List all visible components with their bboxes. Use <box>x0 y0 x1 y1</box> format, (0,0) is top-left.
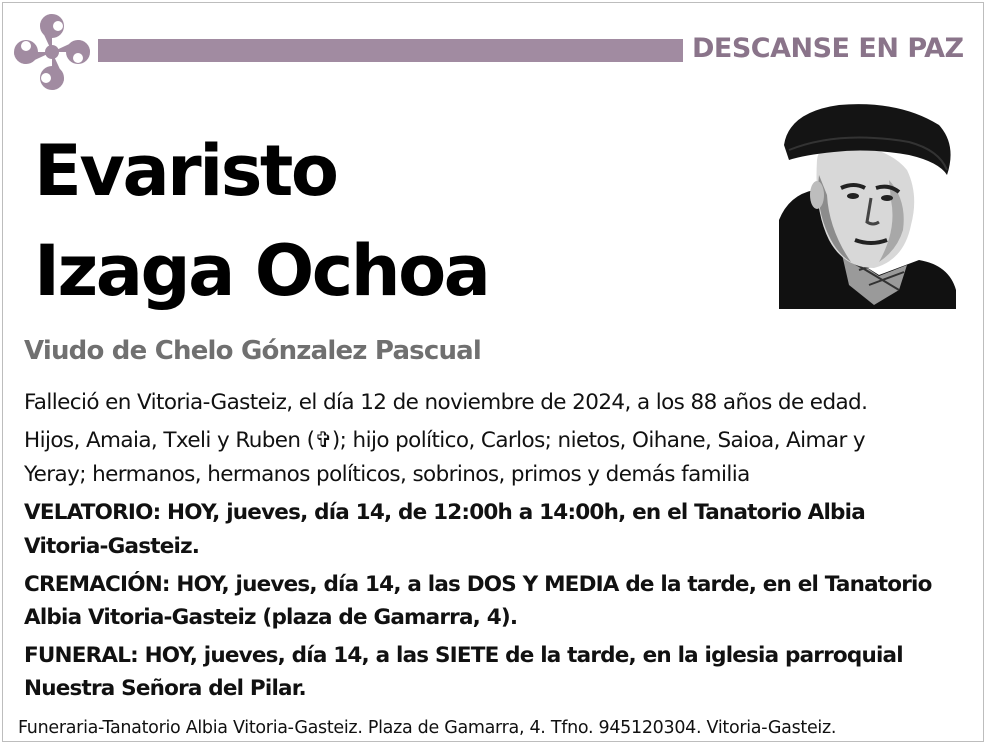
funeral-line-1: FUNERAL: HOY, jueves, día 14, a las SIETE de la tarde, en la iglesia parroquial <box>24 643 903 668</box>
first-name: Evaristo <box>34 130 337 212</box>
header-band <box>98 39 683 62</box>
descanse-label: DESCANSE EN PAZ <box>692 33 964 64</box>
family-text-b: ); hijo político, Carlos; nietos, Oihane, Saioa, Aimar y <box>331 428 866 453</box>
velatorio-line-1: VELATORIO: HOY, jueves, día 14, de 12:00h a 14:00h, en el Tanatorio Albia <box>24 500 865 525</box>
cremacion-line-1: CREMACIÓN: HOY, jueves, día 14, a las DOS Y MEDIA de la tarde, en el Tanatorio <box>24 572 932 597</box>
cremacion-line-2: Albia Vitoria-Gasteiz (plaza de Gamarra, 4). <box>24 605 518 630</box>
velatorio-line-2: Vitoria-Gasteiz. <box>24 534 200 559</box>
family-line-2: Yeray; hermanos, hermanos políticos, sobrinos, primos y demás familia <box>24 462 750 487</box>
lauburu-icon <box>10 10 94 94</box>
death-notice: Falleció en Vitoria-Gasteiz, el día 12 de noviembre de 2024, a los 88 años de edad. <box>24 390 868 415</box>
family-line-1 <box>24 424 865 458</box>
portrait-photo <box>779 100 956 309</box>
cross-icon: ✞ <box>314 428 332 453</box>
funeral-home-footer: Funeraria-Tanatorio Albia Vitoria-Gasteiz. Plaza de Gamarra, 4. Tfno. 945120304. Vitoria-Gasteiz. <box>18 718 837 738</box>
surnames: Izaga Ochoa <box>34 230 489 312</box>
family-text-a: Hijos, Amaia, Txeli y Ruben ( <box>24 428 315 453</box>
funeral-line-2: Nuestra Señora del Pilar. <box>24 676 306 701</box>
widower-of: Viudo de Chelo Gónzalez Pascual <box>24 336 482 366</box>
